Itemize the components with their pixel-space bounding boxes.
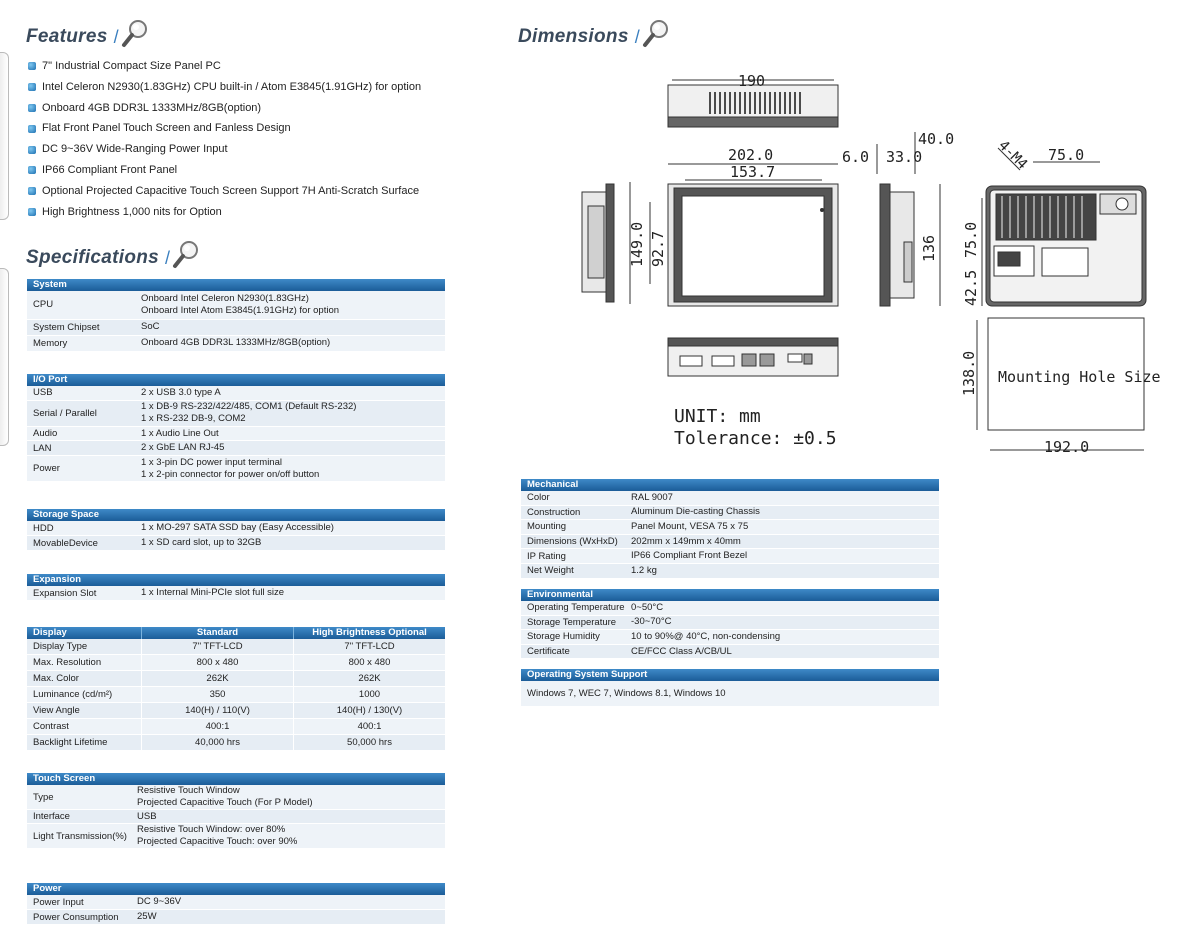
feature-text: DC 9~36V Wide-Ranging Power Input (42, 143, 228, 156)
tolerance-label: Tolerance: ±0.5 (674, 428, 837, 449)
row-key: View Angle (33, 705, 80, 716)
row-key: Operating Temperature (527, 602, 625, 614)
features-title-text: Features (26, 26, 108, 47)
touch-table (27, 773, 445, 849)
table-row (521, 616, 939, 631)
display-standard-value: 140(H) / 110(V) (141, 703, 293, 718)
feature-item (28, 139, 478, 160)
bullet-icon (28, 166, 36, 174)
bullet-icon (28, 125, 36, 133)
feature-text: Onboard 4GB DDR3L 1333MHz/8GB(option) (42, 101, 262, 114)
row-key: LAN (33, 442, 52, 454)
row-value-line: -30~70°C (631, 616, 672, 628)
row-value-line: 2 x GbE LAN RJ-45 (141, 442, 225, 454)
table-header: Storage Space (27, 509, 445, 521)
bullet-icon (28, 104, 36, 112)
dim-cutout-height: 138.0 (960, 350, 978, 396)
row-key: Windows 7, WEC 7, Windows 8.1, Windows 10 (527, 688, 726, 699)
feature-item (28, 98, 478, 119)
row-key: Memory (33, 337, 68, 349)
display-row (27, 719, 445, 735)
table-header: Environmental (521, 589, 939, 601)
row-value (137, 895, 181, 909)
display-header-label: Display (33, 627, 67, 638)
display-row (27, 671, 445, 687)
display-standard-value: 400:1 (141, 719, 293, 734)
row-value-line: Resistive Touch Window: over 80% (137, 824, 286, 836)
row-key: Luminance (cd/m²) (33, 689, 113, 700)
row-key: Certificate (527, 646, 570, 658)
row-key: Color (527, 492, 550, 504)
bullet-icon (28, 187, 36, 195)
display-standard-value: 7" TFT-LCD (141, 639, 293, 654)
row-key: USB (33, 387, 53, 399)
bottom-view (668, 338, 838, 376)
display-standard-value: 800 x 480 (141, 655, 293, 670)
title-slash: / (634, 26, 641, 47)
table-header: Touch Screen (27, 773, 445, 785)
row-value (137, 824, 297, 848)
row-value (137, 785, 312, 809)
row-value-line: 1 x MO-297 SATA SSD bay (Easy Accessible) (141, 522, 334, 533)
display-high-value: 50,000 hrs (293, 735, 445, 750)
feature-text: Flat Front Panel Touch Screen and Fanless Design (42, 122, 291, 135)
dim-vesa-top: 75.0 (1048, 146, 1085, 164)
table-row (521, 535, 939, 550)
row-value-line: 25W (137, 911, 157, 922)
row-value (631, 564, 657, 578)
bullet-icon (28, 208, 36, 216)
row-key: Construction (527, 506, 581, 518)
row-value (631, 491, 673, 505)
title-slash: / (113, 26, 119, 47)
row-key: Net Weight (527, 565, 574, 577)
table-row (27, 810, 445, 824)
row-value (631, 535, 741, 549)
power-table (27, 883, 445, 925)
table-header: Power (27, 883, 445, 895)
row-key: Dimensions (WxHxD) (527, 536, 618, 548)
row-value (631, 616, 672, 630)
feature-item (28, 160, 478, 181)
row-value-line: 10 to 90%@ 40°C, non-condensing (631, 630, 781, 642)
row-key: Audio (33, 428, 58, 440)
row-value (141, 427, 219, 441)
dim-side-height: 136 (920, 234, 938, 262)
display-header (27, 627, 445, 639)
row-value-line: 1 x DB-9 RS-232/422/485, COM1 (Default RS-232) (141, 401, 357, 413)
dim-vesa-offset: 42.5 (962, 269, 980, 306)
feature-text: High Brightness 1,000 nits for Option (42, 205, 222, 218)
environmental-table (521, 589, 939, 659)
row-value (141, 441, 224, 455)
table-row (27, 521, 445, 536)
row-value-line: Projected Capacitive Touch (For P Model) (137, 797, 313, 809)
table-row (27, 456, 445, 482)
feature-item (28, 56, 478, 77)
table-header: Operating System Support (521, 669, 939, 681)
storage-table (27, 509, 445, 551)
display-high-value: 140(H) / 130(V) (293, 703, 445, 718)
row-value (141, 401, 356, 426)
front-view (668, 164, 838, 306)
row-value-line: 1 x SD card slot, up to 32GB (141, 537, 262, 548)
table-row (27, 401, 445, 427)
row-key: Contrast (33, 721, 69, 732)
table-row (27, 536, 445, 551)
dim-mounting-label: Mounting Hole Size (998, 368, 1161, 386)
table-row (27, 386, 445, 401)
table-row (521, 564, 939, 579)
row-value (141, 536, 261, 550)
row-key: Display Type (33, 641, 88, 652)
row-key: Interface (33, 811, 70, 823)
row-value-line: 1 x Internal Mini-PCIe slot full size (141, 587, 285, 598)
dim-depth-total: 40.0 (918, 130, 955, 148)
display-row (27, 655, 445, 671)
row-key: Type (33, 791, 54, 803)
dimensions-title-text: Dimensions (518, 26, 629, 47)
row-value-line: SoC (141, 321, 160, 333)
row-value (631, 645, 732, 659)
dim-screw: 4-M4 (995, 137, 1031, 173)
row-value-line: IP66 Compliant Front Bezel (631, 550, 748, 562)
feature-item (28, 77, 478, 98)
row-key: Expansion Slot (33, 587, 97, 599)
row-key: Max. Resolution (33, 657, 102, 668)
table-row (521, 645, 939, 660)
display-row (27, 639, 445, 655)
feature-item (28, 118, 478, 139)
display-high-value: 400:1 (293, 719, 445, 734)
dim-screen-height: 92.7 (649, 230, 667, 267)
display-row (27, 703, 445, 719)
row-value-line: 202mm x 149mm x 40mm (631, 535, 741, 547)
dim-side-b: 33.0 (886, 148, 923, 166)
feature-text: Optional Projected Capacitive Touch Screen Support 7H Anti-Scratch Surface (42, 184, 420, 197)
display-standard-value: 40,000 hrs (141, 735, 293, 750)
display-high-value: 1000 (293, 687, 445, 702)
table-row (521, 681, 939, 707)
row-key: Serial / Parallel (33, 407, 97, 419)
bullet-icon (28, 146, 36, 154)
table-row (27, 785, 445, 810)
table-row (27, 441, 445, 456)
row-key: Storage Temperature (527, 616, 617, 628)
specifications-title (26, 239, 202, 277)
expansion-table (27, 574, 445, 601)
row-value-line: 0~50°C (631, 601, 664, 613)
row-value (141, 521, 334, 535)
edge-tab-top (0, 52, 9, 220)
row-value-line: Onboard Intel Celeron N2930(1.83GHz) (141, 292, 309, 304)
row-value (141, 386, 221, 400)
dim-screen-width: 153.7 (730, 163, 776, 181)
row-value (631, 520, 748, 534)
table-header: I/O Port (27, 374, 445, 386)
bullet-icon (28, 62, 36, 70)
table-row (521, 549, 939, 564)
table-row (521, 520, 939, 535)
unit-label: UNIT: mm (674, 406, 761, 427)
row-key: Max. Color (33, 673, 79, 684)
table-row (27, 910, 445, 925)
row-key: Power Consumption (33, 911, 119, 923)
row-value-line: 2 x USB 3.0 type A (141, 386, 221, 398)
display-high-value: 800 x 480 (293, 655, 445, 670)
unit-block (674, 406, 837, 450)
row-value-line: USB (137, 810, 157, 822)
display-rows (27, 639, 445, 751)
row-key: Backlight Lifetime (33, 737, 108, 748)
feature-item (28, 181, 478, 202)
row-value (631, 601, 663, 615)
table-header: Mechanical (521, 479, 939, 491)
row-value (141, 586, 284, 600)
dim-cutout-width: 192.0 (1044, 438, 1090, 456)
table-row (521, 491, 939, 506)
table-row (521, 601, 939, 616)
row-value-line: Projected Capacitive Touch: over 90% (137, 836, 298, 848)
dim-side-a: 6.0 (842, 148, 870, 166)
display-high-value: 262K (293, 671, 445, 686)
table-row (27, 586, 445, 601)
row-value-line: RAL 9007 (631, 491, 673, 503)
row-value (141, 320, 159, 335)
features-list (28, 56, 478, 222)
row-value-line: Aluminum Die-casting Chassis (631, 506, 760, 518)
table-row (27, 320, 445, 336)
row-value (137, 810, 157, 823)
dimension-drawing (570, 62, 1170, 462)
display-col-high: High Brightness Optional (293, 627, 445, 639)
mechanical-table (521, 479, 939, 579)
table-row (521, 630, 939, 645)
row-key: Light Transmission(%) (33, 830, 127, 842)
table-header: System (27, 279, 445, 291)
row-value (631, 506, 760, 520)
row-value (631, 630, 780, 644)
system-table (27, 279, 445, 352)
row-key: Power Input (33, 896, 84, 908)
dim-height-total: 149.0 (628, 221, 646, 267)
row-value-line: 1 x 3-pin DC power input terminal (141, 456, 282, 468)
edge-tab-bottom (0, 268, 9, 446)
magnifier-icon (121, 18, 151, 56)
table-row (521, 506, 939, 521)
table-row (27, 336, 445, 352)
row-value-line: CE/FCC Class A/CB/UL (631, 645, 732, 657)
display-high-value: 7" TFT-LCD (293, 639, 445, 654)
display-standard-value: 262K (141, 671, 293, 686)
row-key: IP Rating (527, 550, 566, 562)
display-row (27, 687, 445, 703)
row-value-line: Onboard Intel Atom E3845(1.91GHz) for option (141, 304, 340, 316)
feature-item (28, 202, 478, 223)
row-value (137, 910, 157, 924)
row-value-line: Panel Mount, VESA 75 x 75 (631, 520, 749, 532)
bullet-icon (28, 83, 36, 91)
features-title (26, 18, 151, 56)
row-value (631, 549, 747, 563)
specifications-title-text: Specifications (26, 247, 160, 268)
display-col-standard: Standard (141, 627, 293, 639)
magnifier-icon (642, 18, 672, 56)
title-slash: / (165, 247, 171, 268)
row-value (141, 291, 339, 319)
row-value-line: 1.2 kg (631, 564, 657, 576)
row-key: Mounting (527, 521, 567, 533)
feature-text: IP66 Compliant Front Panel (42, 163, 178, 176)
row-value-line: 1 x Audio Line Out (141, 427, 219, 439)
table-row (27, 895, 445, 910)
row-value-line: Resistive Touch Window (137, 785, 240, 797)
dim-top-width: 190 (738, 72, 766, 90)
rear-view (982, 148, 1146, 306)
row-key: Storage Humidity (527, 631, 600, 643)
display-table (27, 627, 445, 751)
row-value-line: DC 9~36V (137, 896, 182, 907)
row-value (141, 456, 319, 481)
os-table (521, 669, 939, 707)
row-value-line: Onboard 4GB DDR3L 1333MHz/8GB(option) (141, 337, 331, 349)
feature-text: Intel Celeron N2930(1.83GHz) CPU built-in / Atom E3845(1.91GHz) for option (42, 80, 422, 93)
row-value-line: 1 x 2-pin connector for power on/off button (141, 468, 320, 480)
dimensions-title (518, 18, 672, 56)
dim-vesa-side: 75.0 (962, 221, 980, 258)
row-value-line: 1 x RS-232 DB-9, COM2 (141, 413, 246, 425)
feature-text: 7" Industrial Compact Size Panel PC (42, 60, 221, 72)
table-header: Expansion (27, 574, 445, 586)
row-value (141, 336, 330, 351)
table-row (27, 427, 445, 442)
row-key: Power (33, 463, 60, 475)
row-key: System Chipset (33, 321, 100, 333)
dim-front-width: 202.0 (728, 146, 774, 164)
row-key: HDD (33, 522, 54, 534)
table-row (27, 824, 445, 849)
io-port-table (27, 374, 445, 482)
table-row (27, 291, 445, 320)
display-standard-value: 350 (141, 687, 293, 702)
magnifier-icon (172, 239, 202, 277)
row-key: MovableDevice (33, 537, 98, 549)
display-row (27, 735, 445, 751)
row-key: CPU (33, 299, 54, 311)
